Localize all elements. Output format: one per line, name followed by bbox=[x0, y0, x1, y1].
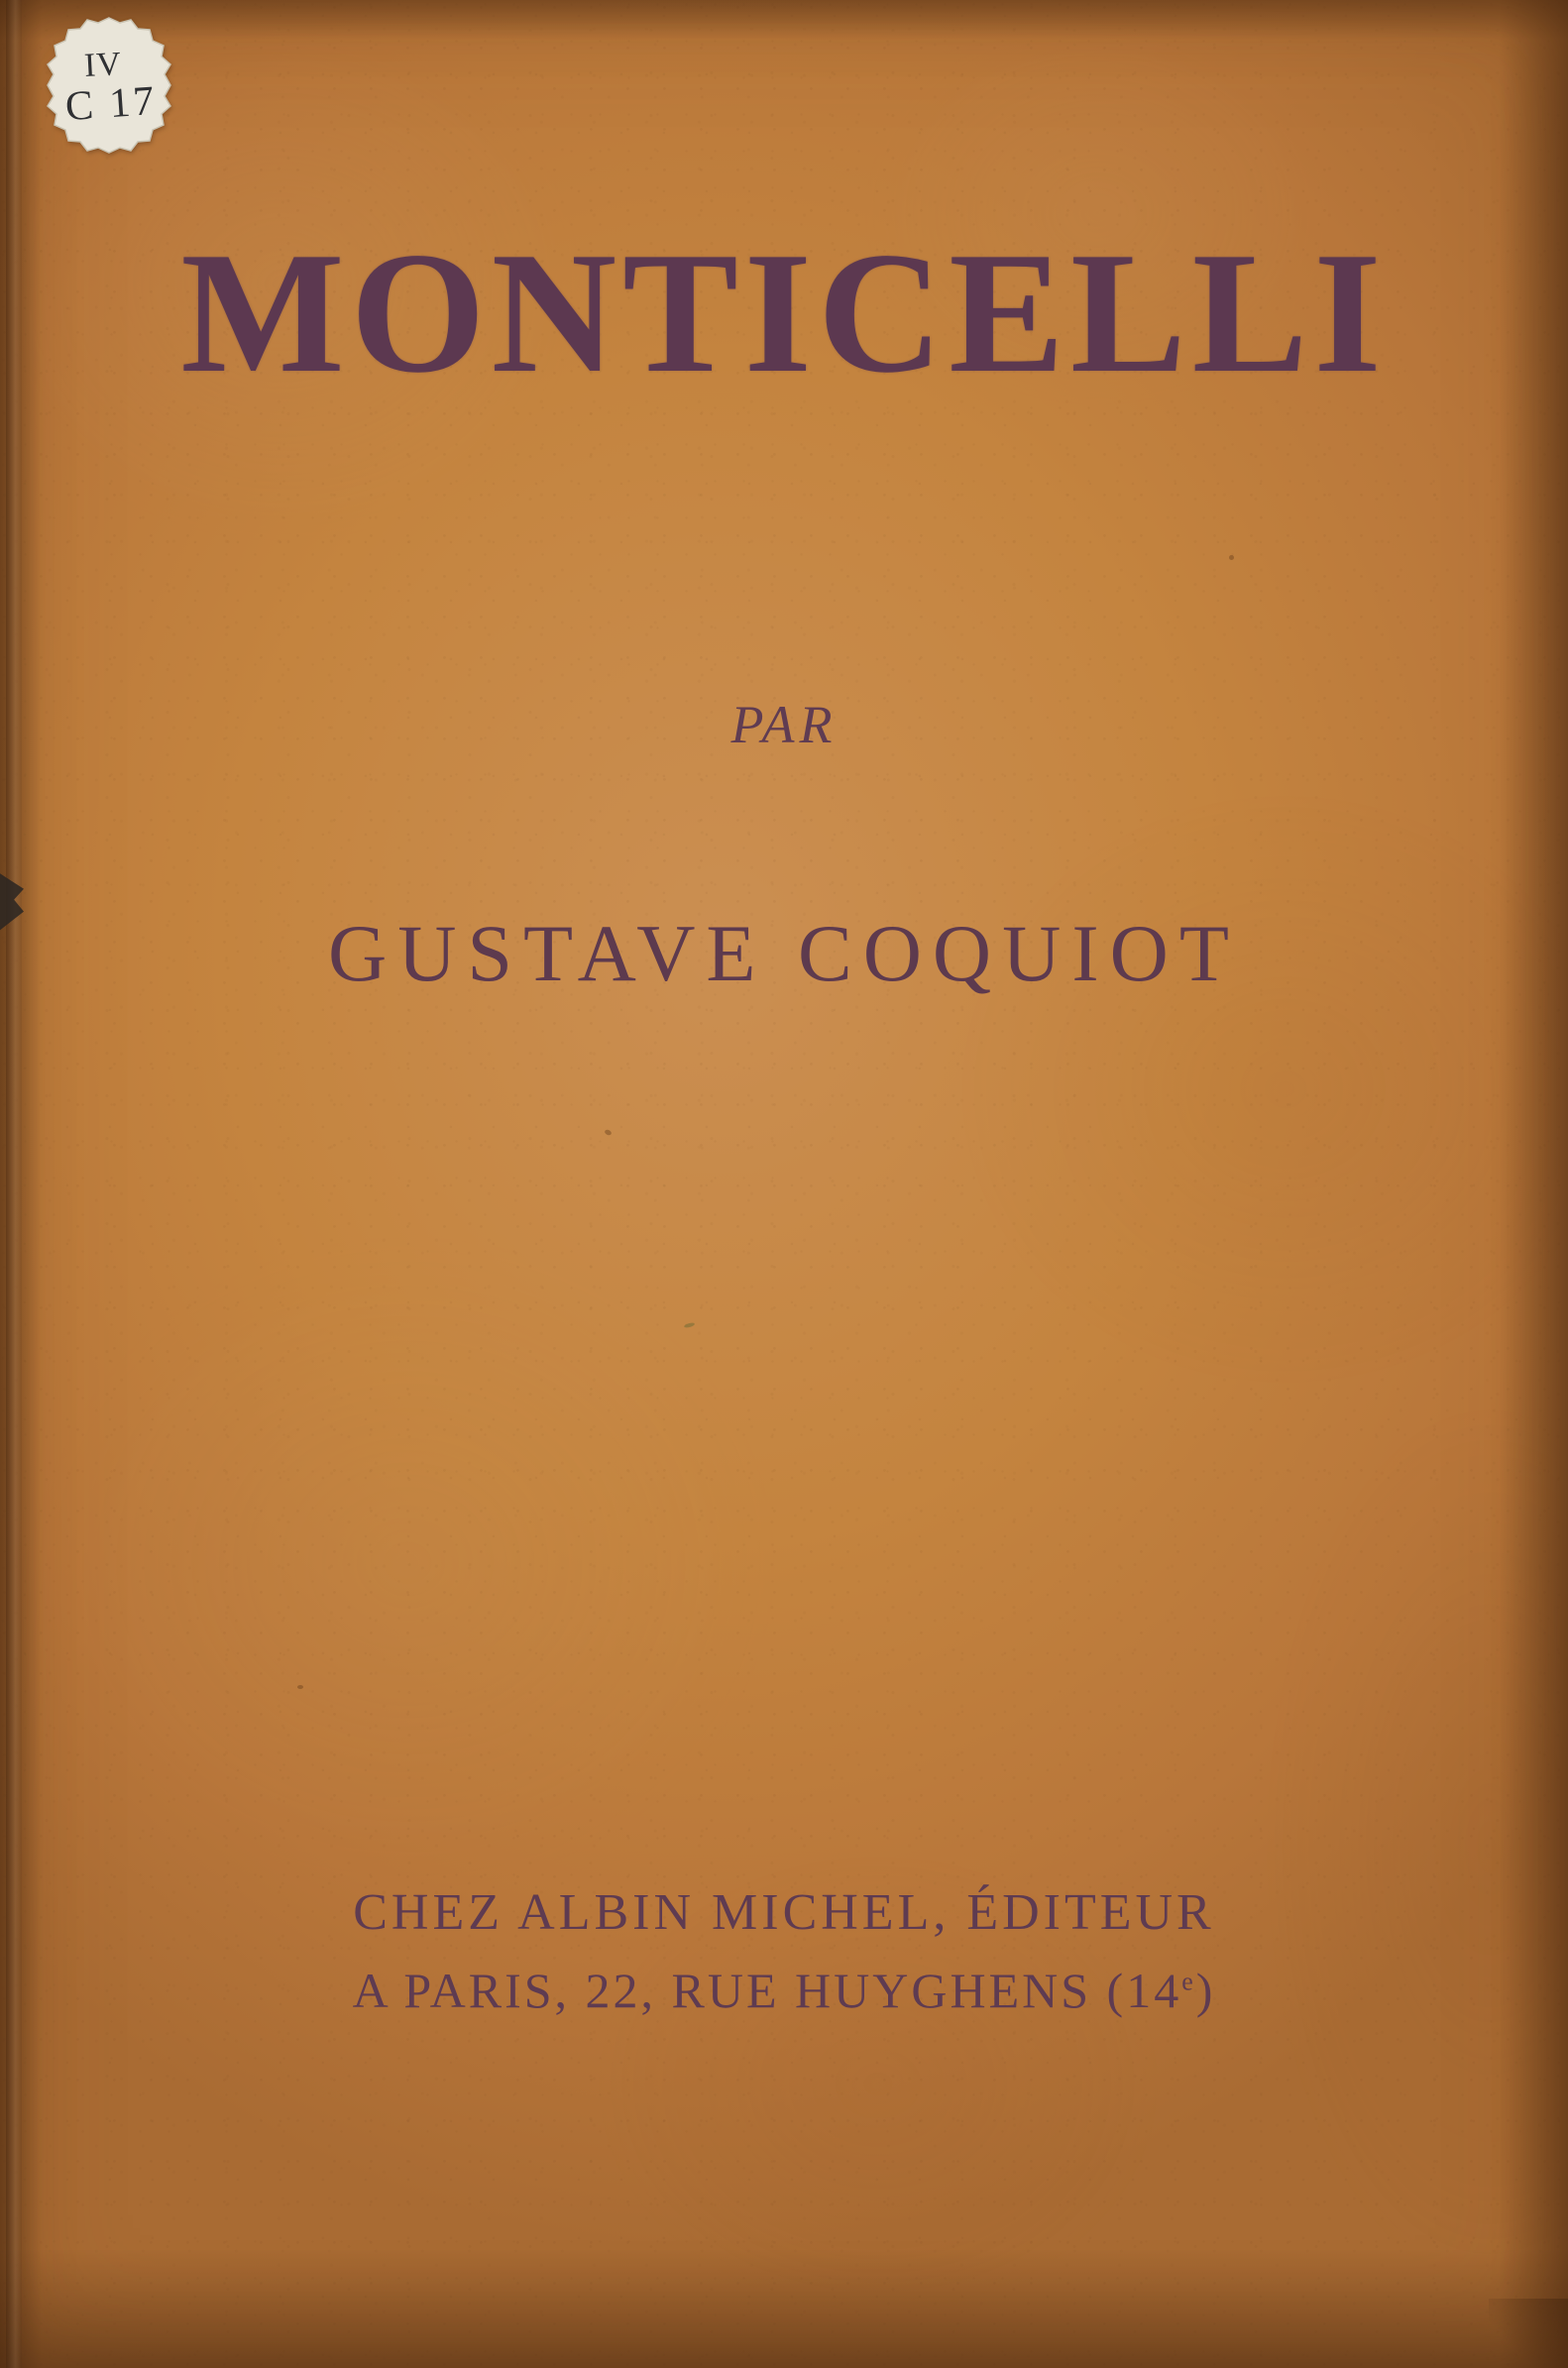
byline-par: PAR bbox=[730, 695, 838, 754]
publisher-address-superscript: e bbox=[1181, 1967, 1196, 1996]
publisher-address-text: A PARIS, 22, RUE HUYGHENS (14 bbox=[352, 1963, 1182, 2018]
library-call-number-sticker bbox=[36, 14, 182, 157]
paper-speck bbox=[1229, 555, 1234, 560]
paper-speck bbox=[297, 1685, 303, 1689]
sticker-line-1: IV bbox=[83, 46, 123, 85]
publisher-address bbox=[0, 1962, 1568, 2019]
paper-bottom-edge-shadow bbox=[0, 2249, 1568, 2368]
corner-wear bbox=[1489, 2299, 1568, 2368]
paper-top-edge-shadow bbox=[0, 0, 1568, 40]
publisher-name: CHEZ ALBIN MICHEL, ÉDITEUR bbox=[353, 1884, 1215, 1941]
publisher-imprint bbox=[0, 1883, 1568, 2019]
sticker-line-2: C 17 bbox=[63, 77, 159, 131]
book-title: MONTICELLI bbox=[180, 216, 1388, 408]
publisher-address-close: ) bbox=[1195, 1963, 1216, 2018]
author-name: GUSTAVE COQUIOT bbox=[328, 908, 1240, 998]
